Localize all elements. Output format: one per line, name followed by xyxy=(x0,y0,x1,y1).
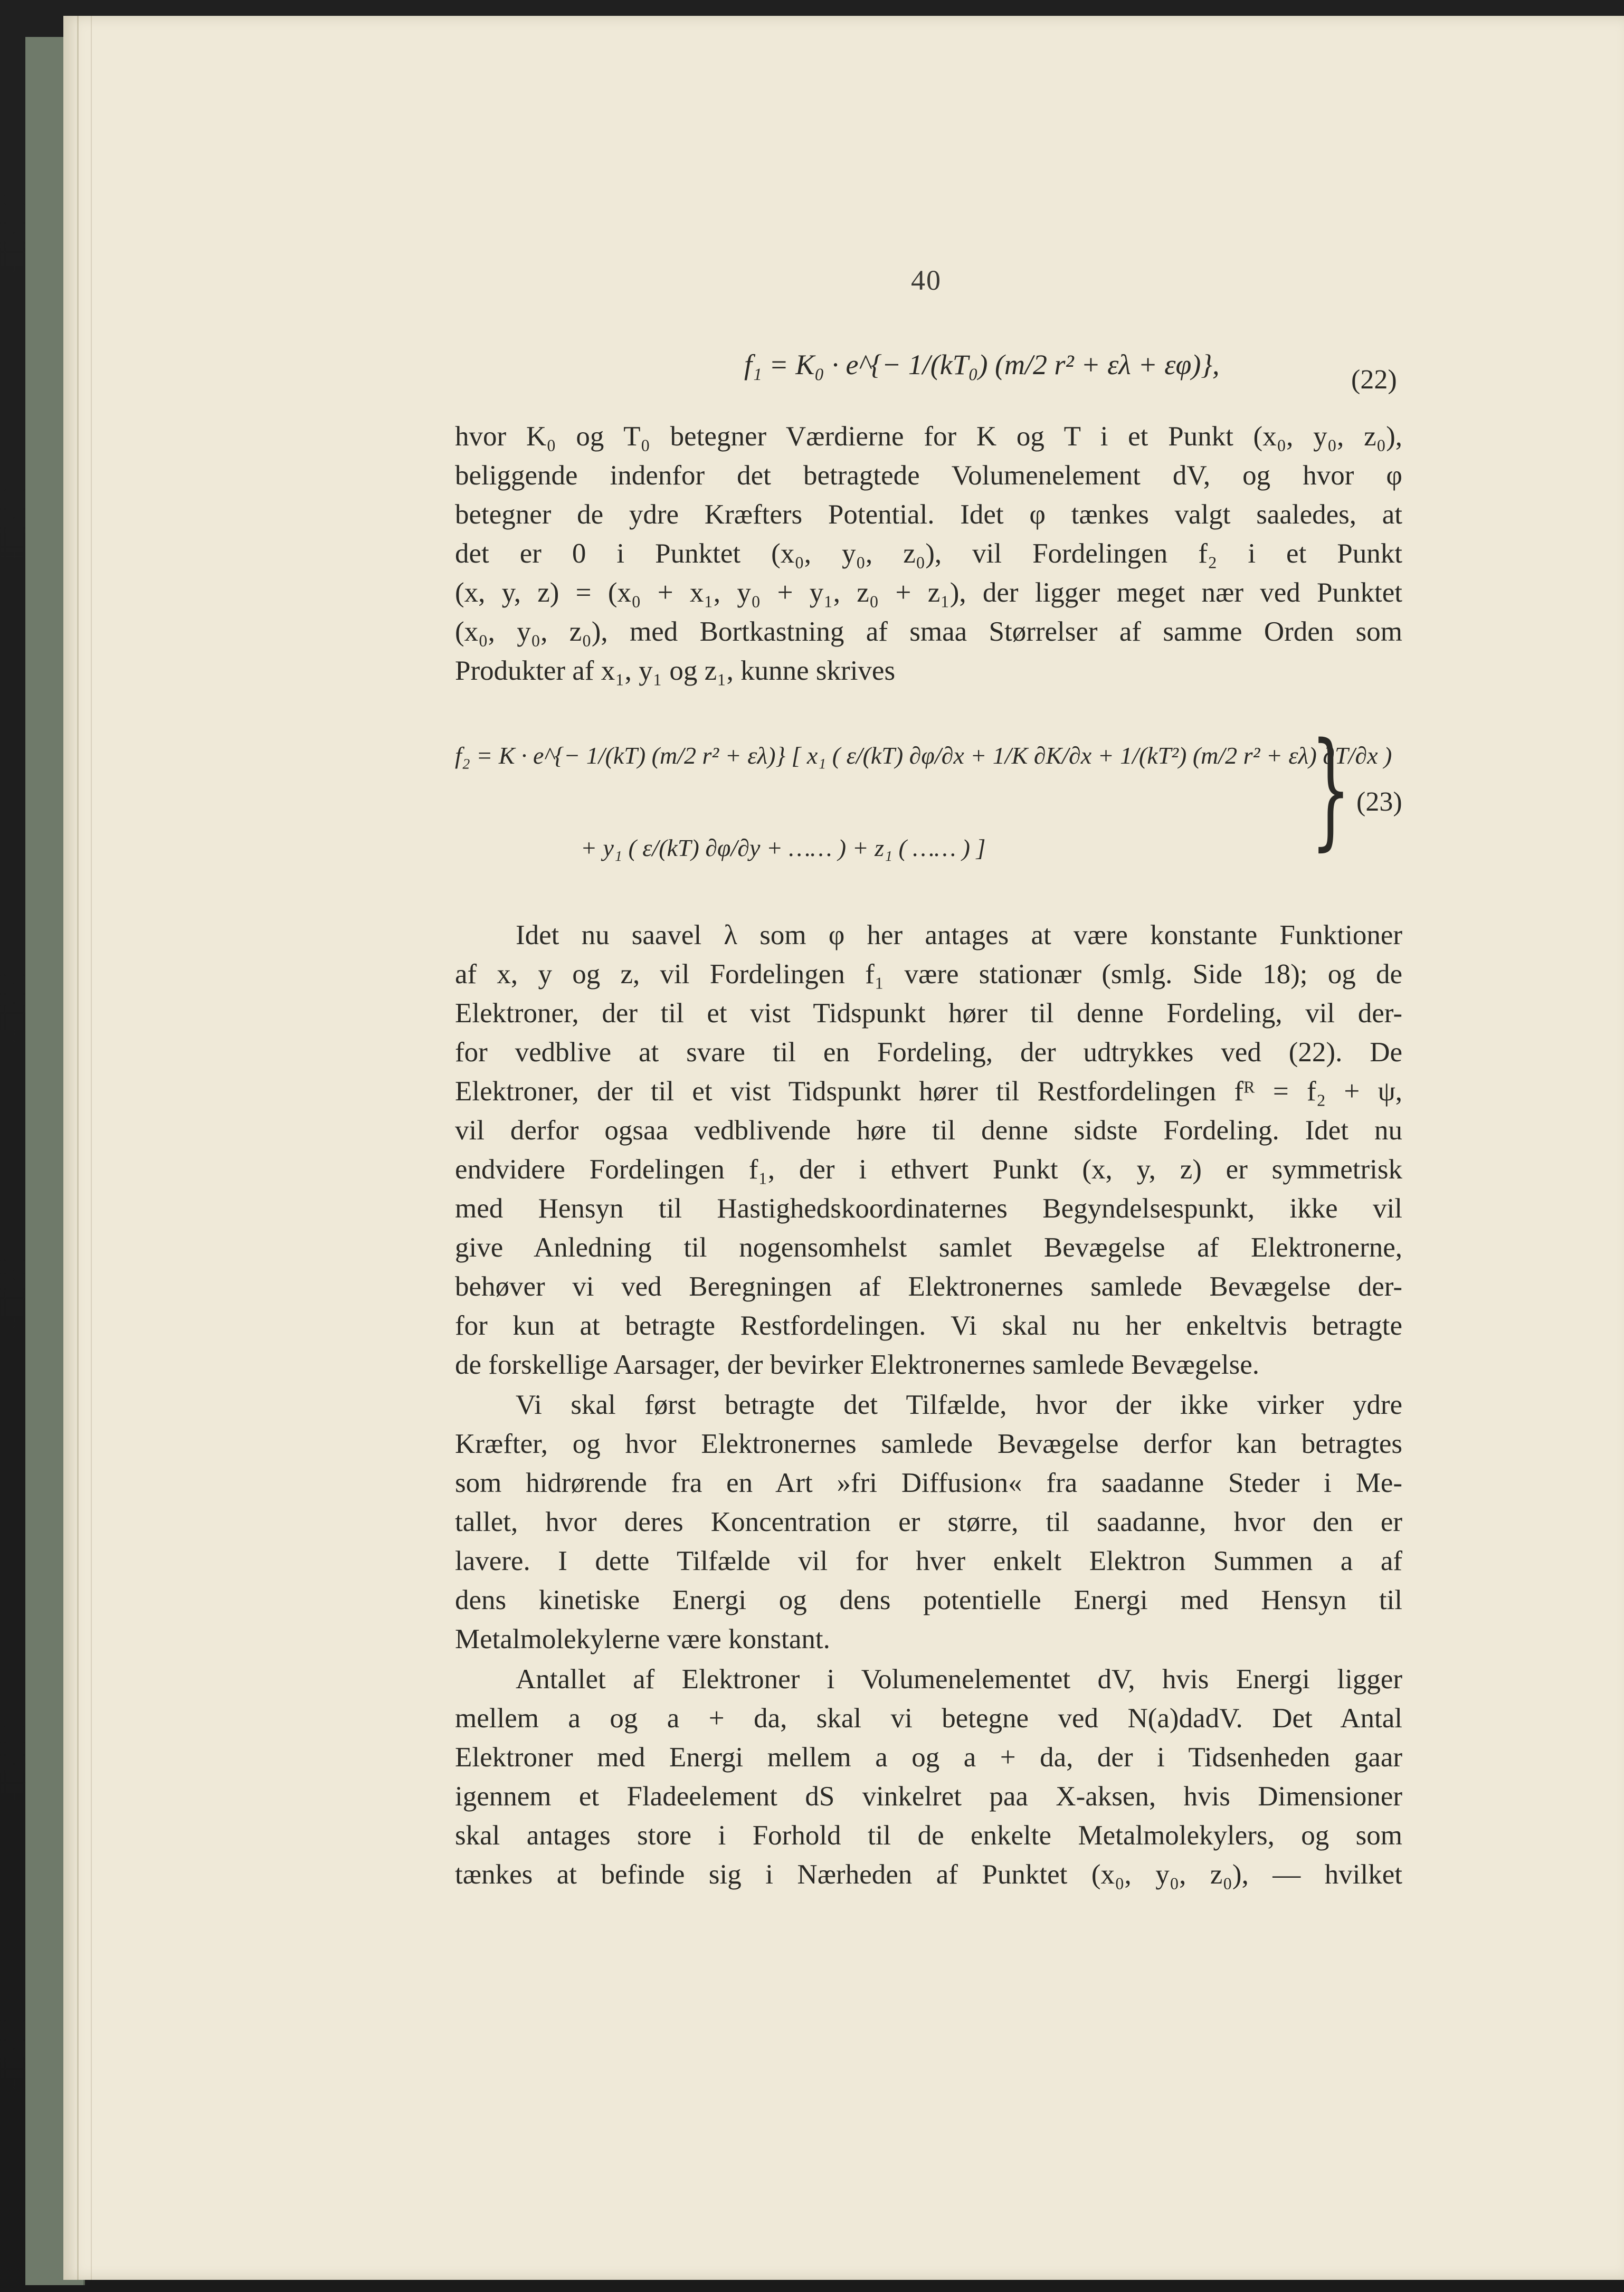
text-line: (x, y, z) = (x₀ + x₁, y₀ + y₁, z₀ + z₁), der ligger meget nær ved Punktet xyxy=(455,577,1402,608)
text-line: Produkter af x₁, y₁ og z₁, kunne skrives xyxy=(455,655,896,686)
text-line: Idet nu saavel λ som φ her antages at være konstante Funktioner xyxy=(516,920,1402,950)
text-line: de forskellige Aarsager, der bevirker Elektronernes samlede Bevægelse. xyxy=(455,1349,1259,1380)
text-line: Antallet af Elektroner i Volumenelementet dV, hvis Energi ligger xyxy=(516,1664,1402,1695)
text-line: mellem a og a + da, skal vi betegne ved N(a)dadV. Det Antal xyxy=(455,1703,1402,1734)
text-line: Elektroner med Energi mellem a og a + da, der i Tidsenheden gaar xyxy=(455,1742,1402,1773)
page-number: 40 xyxy=(911,264,942,296)
text-line: som hidrørende fra en Art »fri Diffusion« fra saadanne Steder i Me- xyxy=(455,1468,1402,1498)
text-line: hvor K₀ og T₀ betegner Værdierne for K og T i et Punkt (x₀, y₀, z₀), xyxy=(455,421,1402,452)
equation-23-number: (23) xyxy=(1356,787,1402,817)
equation-23-brace: } xyxy=(1310,715,1351,863)
text-line: Vi skal først betragte det Tilfælde, hvor der ikke virker ydre xyxy=(516,1390,1402,1420)
text-line: tænkes at befinde sig i Nærheden af Punktet (x₀, y₀, z₀), — hvilket xyxy=(455,1859,1402,1890)
text-line: tallet, hvor deres Koncentration er større, til saadanne, hvor den er xyxy=(455,1507,1402,1537)
paragraph-2 xyxy=(455,916,1402,1384)
text-line: endvidere Fordelingen f₁, der i ethvert Punkt (x, y, z) er symmetrisk xyxy=(455,1154,1402,1185)
text-line: for kun at betragte Restfordelingen. Vi skal nu her enkeltvis betragte xyxy=(455,1310,1402,1341)
text-line: Kræfter, og hvor Elektronernes samlede Bevægelse derfor kan betragtes xyxy=(455,1429,1402,1459)
text-line: (x₀, y₀, z₀), med Bortkastning af smaa Størrelser af samme Orden som xyxy=(455,616,1402,647)
text-line: for vedblive at svare til en Fordeling, der udtrykkes ved (22). De xyxy=(455,1037,1402,1068)
paragraph-1 xyxy=(455,417,1402,690)
equation-23-line-2: + y₁ ( ε/(kT) ∂φ/∂y + …… ) + z₁ ( …… ) ] xyxy=(581,834,986,861)
equation-22-number: (22) xyxy=(1351,365,1397,395)
text-line: behøver vi ved Beregningen af Elektronernes samlede Bevægelse der- xyxy=(455,1271,1402,1302)
text-line: skal antages store i Forhold til de enkelte Metalmolekylers, og som xyxy=(455,1820,1402,1851)
text-line: det er 0 i Punktet (x₀, y₀, z₀), vil Fordelingen f₂ i et Punkt xyxy=(455,538,1402,569)
text-line: vil derfor ogsaa vedblivende høre til denne sidste Fordeling. Idet nu xyxy=(455,1115,1402,1146)
text-line: beliggende indenfor det betragtede Volumenelement dV, og hvor φ xyxy=(455,460,1402,491)
text-line: give Anledning til nogensomhelst samlet Bevægelse af Elektronerne, xyxy=(455,1232,1402,1263)
text-line: af x, y og z, vil Fordelingen f₁ være stationær (smlg. Side 18); og de xyxy=(455,959,1402,990)
text-line: dens kinetiske Energi og dens potentielle Energi med Hensyn til xyxy=(455,1585,1402,1615)
text-line: lavere. I dette Tilfælde vil for hver enkelt Elektron Summen a af xyxy=(455,1546,1402,1576)
text-line: Elektroner, der til et vist Tidspunkt hører til denne Fordeling, vil der- xyxy=(455,998,1402,1029)
text-line: igennem et Fladeelement dS vinkelret paa X-aksen, hvis Dimensioner xyxy=(455,1781,1402,1812)
equation-23-line-1: f₂ = K · e^{− 1/(kT) (m/2 r² + ελ)} [ x₁ ( ε/(kT) ∂φ/∂x + 1/K ∂K/∂x + 1/(kT²) (m/2 r² + ελ) ∂T/∂x ) xyxy=(455,742,1392,769)
text-line: betegner de ydre Kræfters Potential. Idet φ tænkes valgt saaledes, at xyxy=(455,499,1402,530)
text-line: med Hensyn til Hastighedskoordinaternes Begyndelsespunkt, ikke vil xyxy=(455,1193,1402,1224)
paragraph-3 xyxy=(455,1385,1402,1659)
text-line: Elektroner, der til et vist Tidspunkt hører til Restfordelingen fᴿ = f₂ + ψ, xyxy=(455,1076,1402,1107)
equation-22: f₁ = K₀ · e^{− 1/(kT₀) (m/2 r² + ελ + εφ)}, xyxy=(744,349,1220,381)
paragraph-4 xyxy=(455,1660,1402,1894)
text-line: Metalmolekylerne være konstant. xyxy=(455,1624,830,1654)
